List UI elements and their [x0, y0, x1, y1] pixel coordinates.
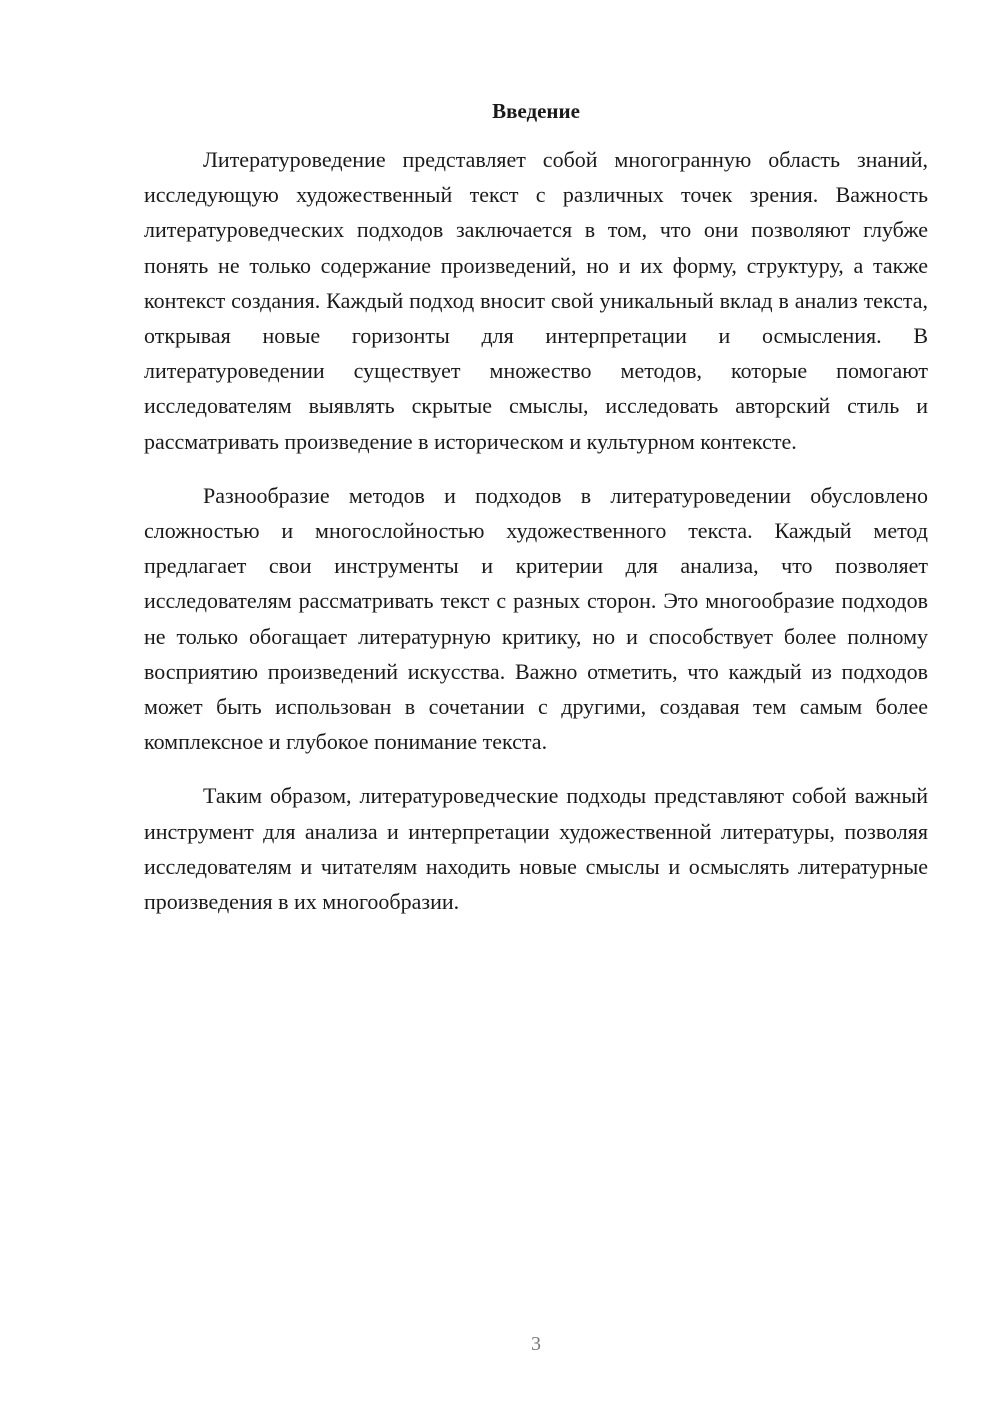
paragraph-3: Таким образом, литературоведческие подходы представляют собой важный инструмент для анализа и интерпретации художественной литературы, позволяя исследователям и читателям находить новые смыслы и осмыслять литературные произведения в их многообразии.: [144, 783, 928, 915]
document-body: [144, 142, 928, 938]
paragraph-1: Литературоведение представляет собой многогранную область знаний, исследующую художественный текст с различных точек зрения. Важность литературоведческих подходов заключается в том, что они позволяют глубже понять не только содержание произведений, но и их форму, структуру, а также контекст создания. Каждый подход вносит свой уникальный вклад в анализ текста, открывая новые горизонты для интерпретации и осмысления. В литературоведении существует множество методов, которые помогают исследователям выявлять скрытые смыслы, исследовать авторский стиль и рассматривать произведение в историческом и культурном контексте.: [144, 147, 928, 454]
paragraph-2: Разнообразие методов и подходов в литературоведении обусловлено сложностью и многослойностью художественного текста. Каждый метод предлагает свои инструменты и критерии для анализа, что позволяет исследователям рассматривать текст с разных сторон. Это многообразие подходов не только обогащает литературную критику, но и способствует более полному восприятию произведений искусства. Важно отметить, что каждый из подходов может быть использован в сочетании с другими, создавая тем самым более комплексное и глубокое понимание текста.: [144, 482, 928, 755]
page-number: 3: [531, 1333, 541, 1355]
section-title: Введение: [492, 99, 580, 123]
